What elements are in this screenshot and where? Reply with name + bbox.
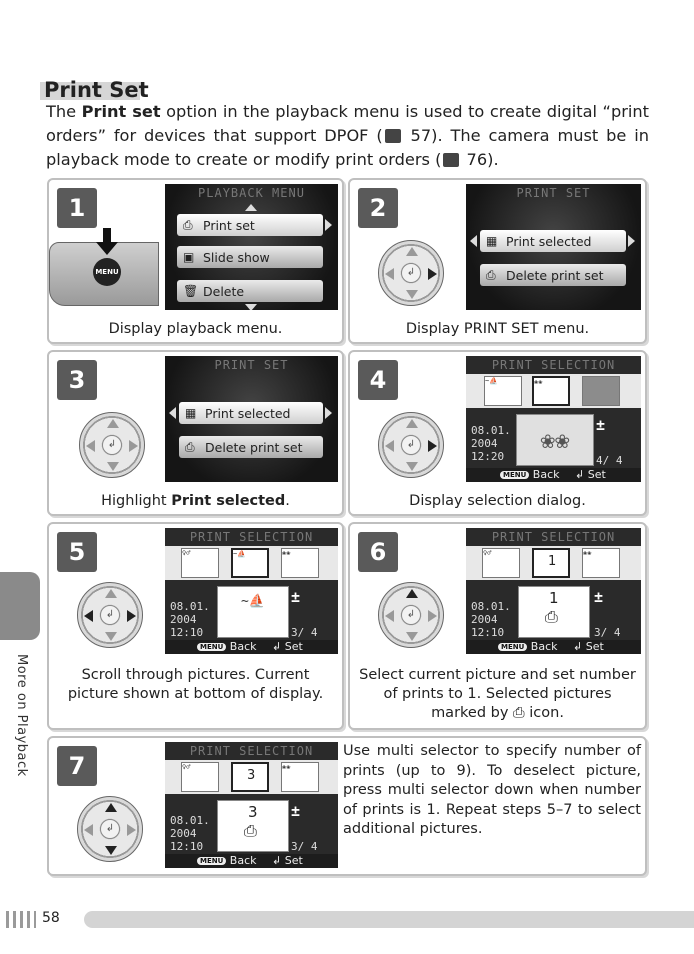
thumbnail-blank (582, 376, 620, 406)
date-time-readout (170, 814, 210, 853)
back-label: Back (229, 854, 257, 867)
step-number: 7 (57, 746, 97, 786)
set-label: Set (587, 468, 606, 481)
selector-center-icon: ↲ (100, 605, 120, 625)
menu-item-slide-show[interactable] (177, 246, 323, 268)
selector-up-icon (105, 589, 117, 598)
lcd-screen (165, 184, 338, 310)
caption-bold: Print selected (171, 493, 286, 509)
back-label: Back (532, 468, 560, 481)
screen-title: PRINT SET (466, 186, 641, 200)
screen-title: PRINT SET (165, 358, 338, 372)
selector-up-icon (406, 247, 418, 256)
menu-item-label: Print set (203, 217, 255, 233)
enter-icon: ↲ (272, 640, 282, 653)
selector-right-icon (428, 268, 437, 280)
thumbnail-landscape: ~⛵ (484, 376, 522, 406)
lcd-screen (466, 356, 641, 482)
step-panel-6 (348, 522, 647, 730)
chevron-right-icon (325, 219, 332, 231)
reference-icon (443, 153, 459, 167)
menu-item-label: Delete print set (205, 439, 303, 455)
chevron-right-icon (628, 235, 635, 247)
step-number: 5 (57, 532, 97, 572)
step-panel-1 (47, 178, 344, 344)
step-caption (350, 666, 645, 723)
footer-bar (84, 911, 694, 928)
print-marked-icon: ⎙ (244, 821, 257, 840)
set-label: Set (284, 854, 303, 867)
selector-center-icon: ↲ (102, 435, 122, 455)
caption-text: icon. (524, 705, 564, 721)
intro-text: 57). The camera must be in playback mode to create or modify print orders ( (46, 126, 649, 169)
step-panel-5 (47, 522, 344, 730)
enter-icon: ↲ (272, 854, 282, 867)
selector-right-icon (428, 440, 437, 452)
selector-down-icon (107, 462, 119, 471)
count-current: 3/ (291, 626, 305, 639)
count-current: 4/ (596, 454, 610, 467)
thumbnail-flowers: ❀❀ (281, 548, 319, 578)
thumbnail-flowers: ❀❀ (582, 548, 620, 578)
print-count-mark: 3 (248, 803, 258, 821)
step-caption: Scroll through pictures. Current picture shown at bottom of display. (67, 667, 324, 702)
print-count-mark: 3 (247, 768, 256, 783)
date-time: 12:20 (471, 450, 505, 463)
grid-icon: ▦ (486, 234, 498, 248)
count-total: 4 (310, 626, 318, 639)
intro-text: option in the playback menu is used to create digital “print orders” for devices that support DPOF ( (46, 102, 649, 145)
print-marked-icon: ⎙ (545, 607, 558, 626)
screen-title: PRINT SELECTION (466, 530, 641, 544)
menu-item-label: Delete print set (506, 267, 604, 283)
picture-count (594, 626, 621, 639)
slideshow-icon: ▣ (183, 250, 195, 264)
menu-item-label: Print selected (506, 233, 592, 249)
print-marked-icon: ⎙ (513, 705, 525, 721)
menu-item-label: Delete (203, 283, 245, 299)
menu-item-label: Slide show (203, 249, 270, 265)
count-total: 4 (615, 454, 623, 467)
trash-icon: 🗑 (183, 284, 199, 298)
selector-left-icon (84, 824, 93, 836)
thumbnail-people: ♀♂ (181, 548, 219, 578)
step-number: 3 (57, 360, 97, 400)
date-time-readout (471, 424, 511, 463)
back-label: Back (229, 640, 257, 653)
selector-right-icon (129, 440, 138, 452)
screen-title: PRINT SELECTION (165, 744, 338, 758)
picture-count (291, 626, 318, 639)
screen-title: PRINT SELECTION (165, 530, 338, 544)
print-icon: ⎙ (183, 218, 193, 232)
thumbnail-flowers: ❀❀ (281, 762, 319, 792)
plus-minus-icon: ± (596, 416, 606, 434)
date-year: 2004 (170, 827, 197, 840)
chevron-left-icon (470, 235, 477, 247)
reference-icon (385, 129, 401, 143)
selector-down-icon (105, 846, 117, 855)
back-label: Back (530, 640, 558, 653)
scroll-up-icon (245, 204, 257, 211)
thumbnail-people: ♀♂ (482, 548, 520, 578)
count-total: 4 (310, 840, 318, 853)
selector-left-icon (86, 440, 95, 452)
date-time: 12:10 (170, 626, 204, 639)
plus-minus-icon: ± (291, 588, 301, 606)
menu-item-label: Print selected (205, 405, 291, 421)
date-time-readout (170, 600, 210, 639)
step-7-text: Use multi selector to specify number of prints (up to 9). To deselect picture, press multi selector down when number of prints is 1. Repeat steps 5–7 to select additional pictures. (343, 743, 641, 837)
section-tab (0, 572, 40, 640)
lcd-screen (165, 356, 338, 482)
step-caption (49, 492, 342, 511)
selector-down-icon (406, 462, 418, 471)
selector-down-icon (105, 632, 117, 641)
intro-text: The (46, 102, 82, 121)
picture-count (291, 840, 318, 853)
date-year: 2004 (471, 437, 498, 450)
screen-title: PRINT SELECTION (466, 358, 641, 372)
count-current: 3/ (291, 840, 305, 853)
count-total: 4 (613, 626, 621, 639)
selector-up-icon (406, 589, 418, 598)
menu-item-print-selected[interactable] (179, 402, 323, 424)
footer-ticks (6, 911, 36, 928)
grid-icon: ▦ (185, 406, 197, 420)
screen-footer-bar (165, 854, 338, 868)
selector-up-icon (406, 419, 418, 428)
picture-count (596, 454, 623, 467)
thumbnail-strip (466, 546, 641, 580)
date-year: 2004 (170, 613, 197, 626)
step-number: 4 (358, 360, 398, 400)
current-picture: ~⛵ (217, 586, 289, 638)
set-label: Set (284, 640, 303, 653)
thumbnail-people: ♀♂ (181, 762, 219, 792)
step-number: 2 (358, 188, 398, 228)
intro-bold: Print set (81, 102, 161, 121)
date-time-readout (471, 600, 511, 639)
multi-selector-icon (378, 412, 444, 478)
plus-minus-icon: ± (291, 802, 301, 820)
step-caption: Display selection dialog. (409, 493, 586, 509)
press-arrow-head-icon (96, 242, 118, 255)
screen-title: PLAYBACK MENU (165, 186, 338, 200)
step-caption: Display playback menu. (108, 321, 283, 337)
print-count-mark: 1 (548, 554, 557, 569)
multi-selector-icon (79, 412, 145, 478)
menu-pill-icon: MENU (500, 471, 529, 479)
selector-left-icon (385, 268, 394, 280)
lcd-screen (165, 742, 338, 868)
print-icon: ⎙ (486, 268, 496, 282)
step-number: 1 (57, 188, 97, 228)
screen-footer-bar (165, 640, 338, 654)
selector-center-icon: ↲ (401, 435, 421, 455)
camera-illustration (49, 228, 161, 308)
screen-footer-bar (466, 468, 641, 482)
step-panel-2 (348, 178, 647, 344)
current-picture (518, 586, 590, 638)
plus-minus-icon: ± (594, 588, 604, 606)
selector-down-icon (406, 290, 418, 299)
menu-pill-icon: MENU (197, 857, 226, 865)
caption-text: Select current picture and set number of prints to 1. Selected pictures marked by (359, 667, 636, 721)
thumbnail-landscape (231, 762, 269, 792)
thumbnail-flowers: ❀❀ (532, 376, 570, 406)
enter-icon: ↲ (573, 640, 583, 653)
date-day: 08.01. (170, 814, 210, 827)
selector-center-icon: ↲ (401, 263, 421, 283)
print-icon: ⎙ (185, 440, 195, 454)
intro-text: 76). (461, 150, 499, 169)
date-day: 08.01. (471, 424, 511, 437)
menu-pill-icon: MENU (197, 643, 226, 651)
set-label: Set (585, 640, 604, 653)
scroll-down-icon (245, 304, 257, 310)
selector-left-icon (84, 610, 93, 622)
selector-right-icon (428, 610, 437, 622)
date-time: 12:10 (471, 626, 505, 639)
thumbnail-strip (165, 760, 338, 794)
intro-paragraph (46, 100, 649, 172)
print-count-mark: 1 (549, 589, 559, 607)
thumbnail-strip (466, 374, 641, 408)
thumbnail-strip (165, 546, 338, 580)
menu-button-icon: MENU (93, 258, 121, 286)
date-time: 12:10 (170, 840, 204, 853)
menu-item-delete-print-set[interactable] (480, 264, 626, 286)
current-picture (217, 800, 289, 852)
page-number: 58 (42, 910, 60, 926)
multi-selector-icon (378, 582, 444, 648)
multi-selector-icon (77, 582, 143, 648)
enter-icon: ↲ (575, 468, 585, 481)
menu-item-delete[interactable] (177, 280, 323, 302)
lcd-screen (466, 528, 641, 654)
date-year: 2004 (471, 613, 498, 626)
current-picture: ❀❀ (516, 414, 594, 466)
chevron-right-icon (325, 407, 332, 419)
menu-item-print-selected[interactable] (480, 230, 626, 252)
date-day: 08.01. (471, 600, 511, 613)
step-panel-3 (47, 350, 344, 516)
caption-text: Highlight (101, 493, 172, 509)
multi-selector-icon (77, 796, 143, 862)
selector-down-icon (406, 632, 418, 641)
lcd-screen (466, 184, 641, 310)
selector-right-icon (127, 610, 136, 622)
caption-text: . (285, 493, 290, 509)
selector-center-icon: ↲ (100, 819, 120, 839)
step-caption: Display PRINT SET menu. (405, 321, 590, 337)
step-panel-4 (348, 350, 647, 516)
selector-up-icon (107, 419, 119, 428)
selector-left-icon (385, 610, 394, 622)
multi-selector-icon (378, 240, 444, 306)
date-day: 08.01. (170, 600, 210, 613)
section-label: More on Playback (14, 654, 29, 777)
chevron-left-icon (169, 407, 176, 419)
selector-right-icon (127, 824, 136, 836)
menu-item-print-set[interactable] (177, 214, 323, 236)
thumbnail-landscape (532, 548, 570, 578)
menu-pill-icon: MENU (498, 643, 527, 651)
lcd-screen (165, 528, 338, 654)
count-current: 3/ (594, 626, 608, 639)
selector-up-icon (105, 803, 117, 812)
thumbnail-landscape: ~⛵ (231, 548, 269, 578)
screen-footer-bar (466, 640, 641, 654)
page-title: Print Set (44, 78, 149, 102)
step-number: 6 (358, 532, 398, 572)
menu-item-delete-print-set[interactable] (179, 436, 323, 458)
step-panel-7 (47, 736, 647, 876)
selector-left-icon (385, 440, 394, 452)
selector-center-icon: ↲ (401, 605, 421, 625)
